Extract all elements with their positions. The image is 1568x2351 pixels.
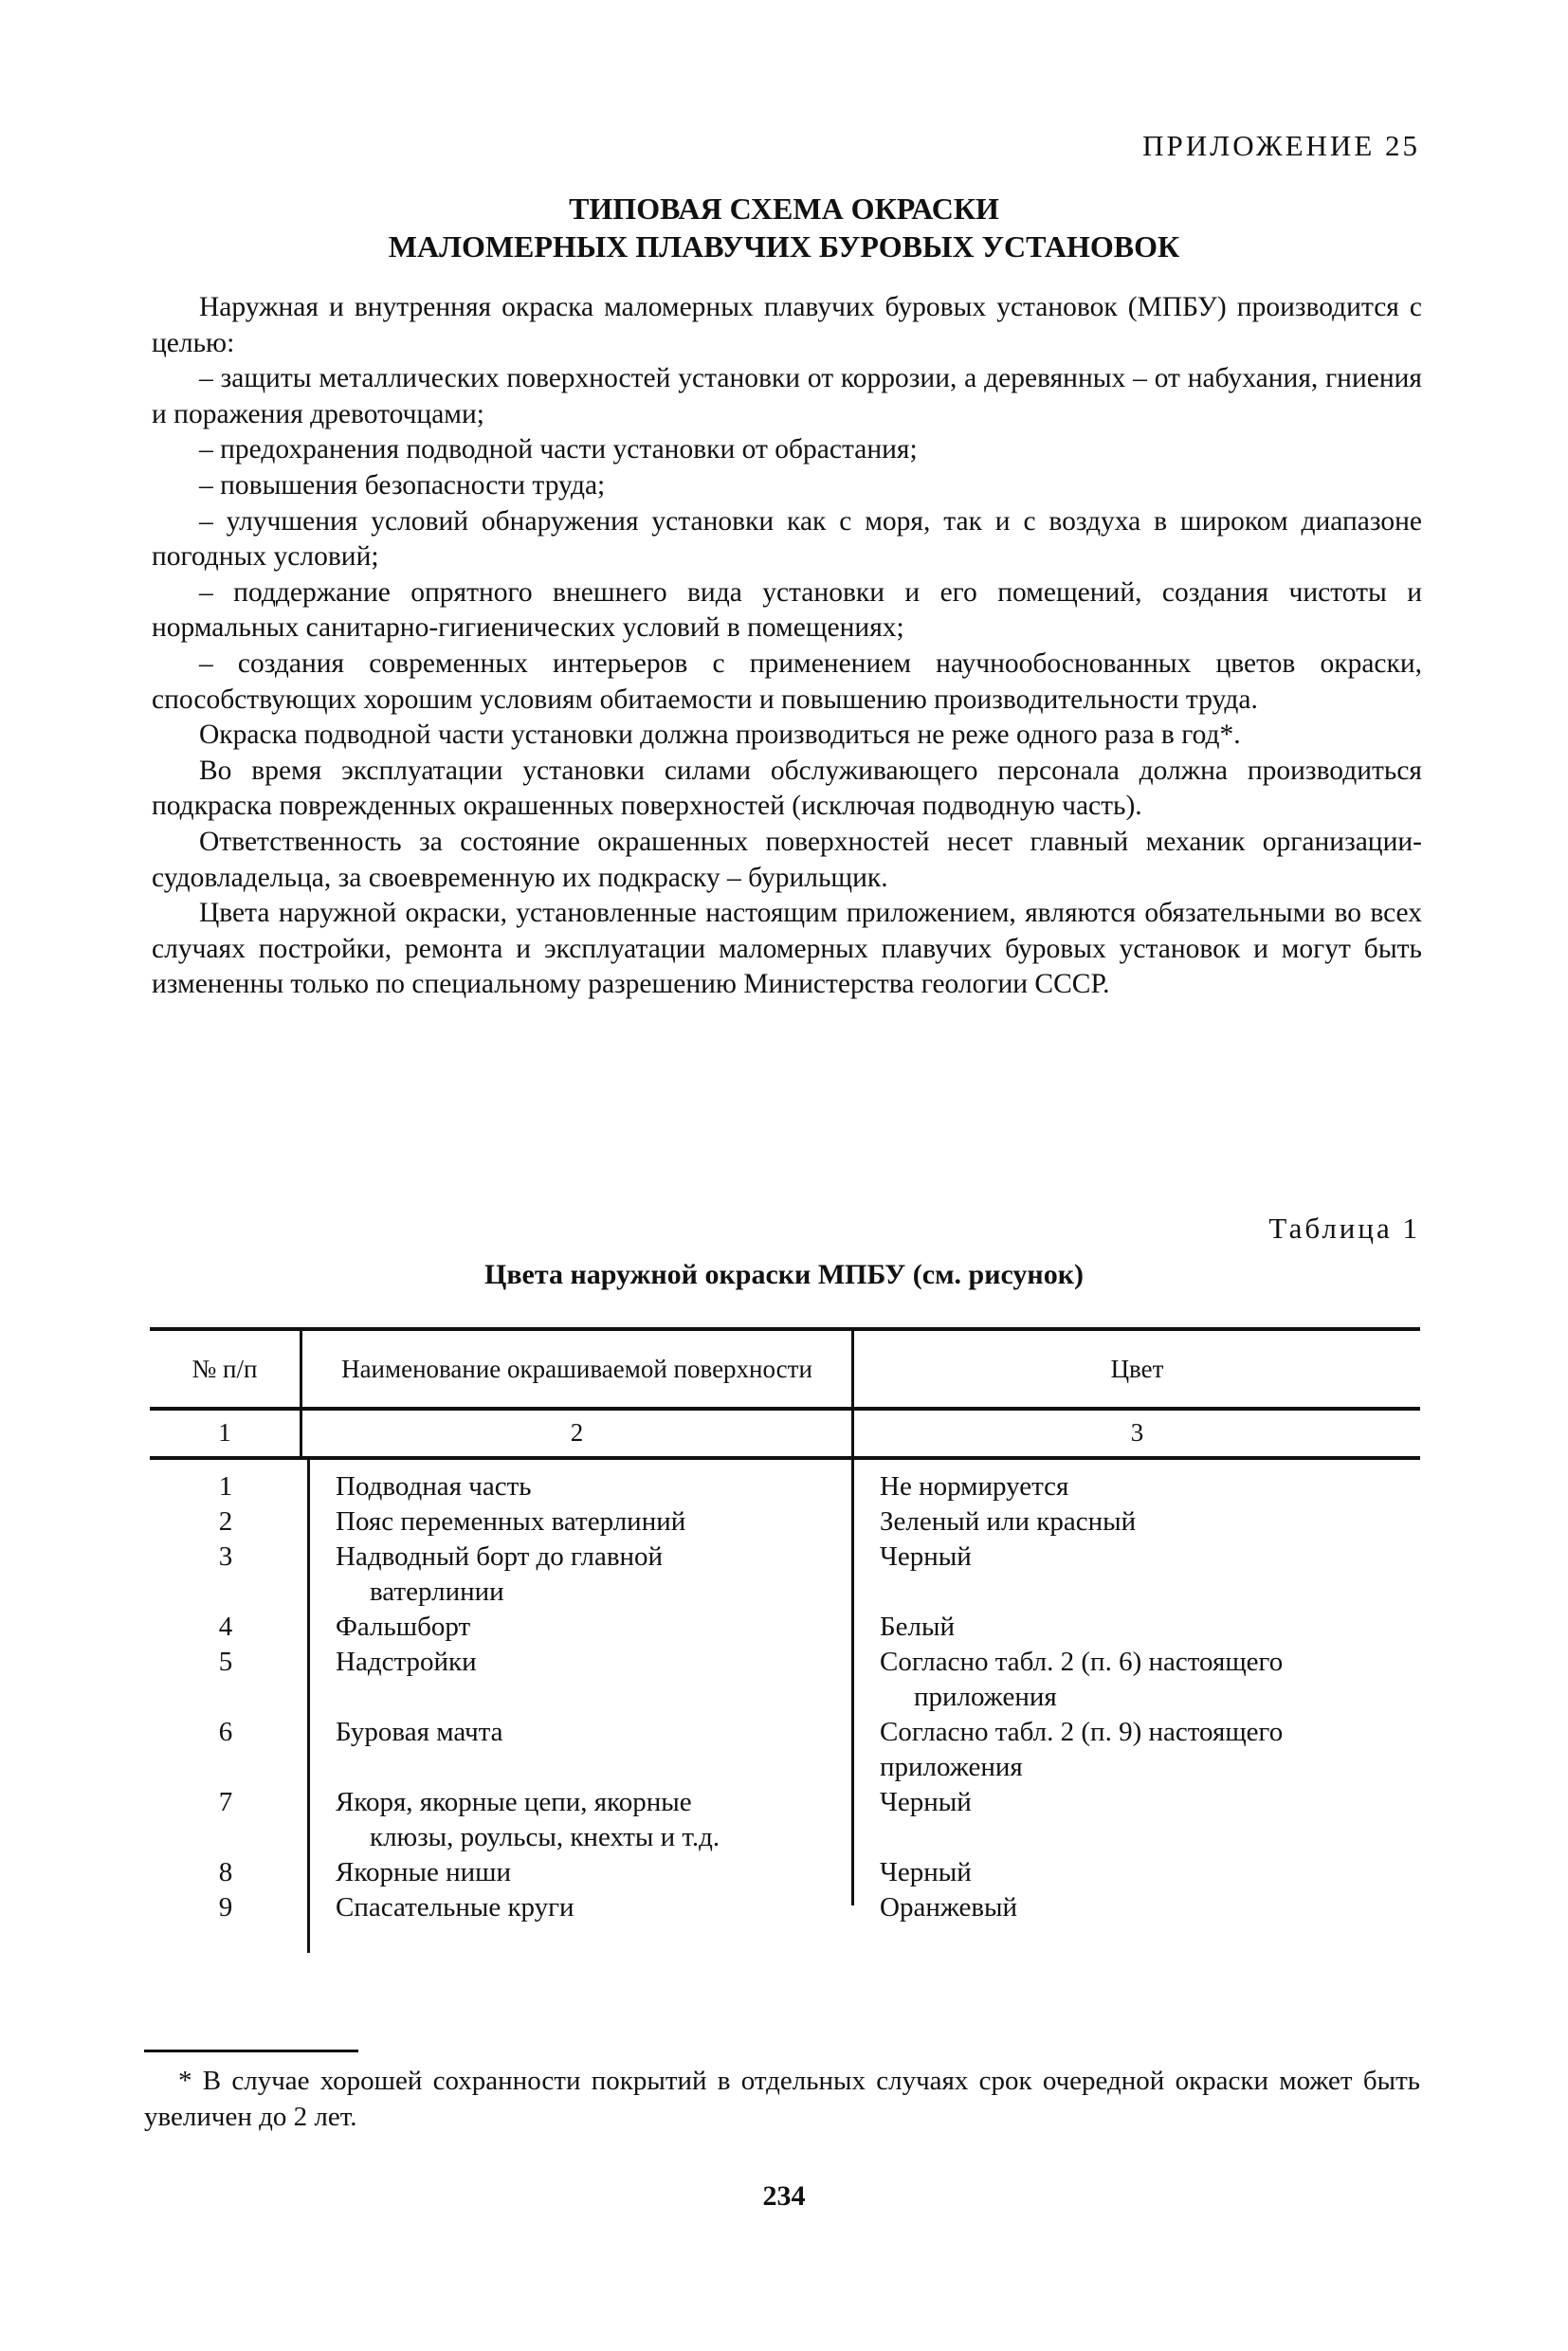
table-row xyxy=(150,1715,1420,1785)
colors-table xyxy=(150,1327,1420,1953)
title-line-1: ТИПОВАЯ СХЕМА ОКРАСКИ xyxy=(569,191,999,226)
row-surface-continuation: клюзы, роульсы, кнехты и т.д. xyxy=(370,1822,720,1852)
row-surface: Пояс переменных ватерлиний xyxy=(336,1506,686,1537)
column-number-2: 2 xyxy=(570,1418,584,1447)
row-color-continuation: приложения xyxy=(914,1682,1057,1712)
column-number-3: 3 xyxy=(1130,1418,1144,1447)
footnote xyxy=(144,2063,1420,2135)
table-title: Цвета наружной окраски МПБУ (см. рисунок) xyxy=(484,1259,1084,1290)
goal-item: – предохранения подводной части установки от обрастания; xyxy=(199,434,918,465)
row-color-line: Согласно табл. 2 (п. 6) настоящего xyxy=(880,1647,1284,1677)
row-number: 5 xyxy=(218,1647,233,1677)
page-number: 234 xyxy=(762,2180,806,2212)
column-number-1: 1 xyxy=(218,1418,231,1447)
page-title xyxy=(0,190,1568,265)
row-surface: Надстройки xyxy=(336,1647,477,1677)
row-surface: Фальшборт xyxy=(336,1612,471,1642)
row-number: 1 xyxy=(218,1471,233,1502)
header-color: Цвет xyxy=(1110,1355,1164,1383)
intro-paragraph: Наружная и внутренняя окраска маломерных плавучих буровых установок (МПБУ) производится с целью: xyxy=(152,292,1422,358)
row-color: Черный xyxy=(880,1541,972,1572)
underwater-paragraph: Окраска подводной части установки должна производиться не реже одного раза в год*. xyxy=(199,720,1241,751)
row-number: 9 xyxy=(218,1892,233,1923)
row-number: 3 xyxy=(218,1541,233,1572)
row-color-line: Согласно табл. 2 (п. 9) настоящего xyxy=(880,1717,1284,1747)
row-color xyxy=(848,1645,1420,1715)
row-surface xyxy=(301,1540,848,1610)
row-color: Не нормируется xyxy=(880,1471,1069,1502)
row-color: Зеленый или красный xyxy=(880,1506,1137,1537)
row-surface-continuation: ватерлинии xyxy=(370,1576,504,1607)
colors-paragraph: Цвета наружной окраски, установленные настоящим приложением, являются обязательными во всех случаях постройки, ремонта и эксплуатации маломерных плавучих буровых установок и могут быть измененны только по специальному разрешению Министерства геологии СССР. xyxy=(152,898,1422,1000)
goal-item: – улучшения условий обнаружения установки как с моря, так и с воздуха в широком диапазоне погодных условий; xyxy=(152,505,1422,573)
row-surface: Якорные ниши xyxy=(336,1857,511,1887)
table-number-rule xyxy=(150,1456,1420,1460)
footnote-text: * В случае хорошей сохранности покрытий в отдельных случаях срок очередной окраски может быть увеличен до 2 лет. xyxy=(144,2066,1420,2132)
row-color-continuation: приложения xyxy=(880,1752,1023,1782)
goal-item: – поддержание опрятного внешнего вида установки и его помещений, создания чистоты и нормальных санитарно-гигиенических условий в помещениях; xyxy=(152,576,1422,644)
row-color: Черный xyxy=(880,1857,972,1887)
table-row xyxy=(150,1890,1420,1925)
appendix-label: ПРИЛОЖЕНИЕ 25 xyxy=(1142,129,1420,162)
row-number: 2 xyxy=(218,1506,233,1537)
table-row xyxy=(150,1504,1420,1540)
table-row xyxy=(150,1469,1420,1504)
responsibility-paragraph: Ответственность за состояние окрашенных поверхностей несет главный механик организации-судовладельца, за своевременную их подкраску – бурильщик. xyxy=(152,826,1422,893)
table-row xyxy=(150,1855,1420,1890)
row-number: 7 xyxy=(218,1787,233,1817)
footnote-divider xyxy=(144,2050,358,2052)
row-color: Белый xyxy=(880,1612,955,1642)
row-surface: Буровая мачта xyxy=(336,1717,503,1747)
row-color xyxy=(848,1715,1420,1785)
table-body xyxy=(150,1469,1420,1925)
row-number: 8 xyxy=(218,1857,233,1887)
title-line-2: МАЛОМЕРНЫХ ПЛАВУЧИХ БУРОВЫХ УСТАНОВОК xyxy=(388,229,1180,264)
table-header-rule xyxy=(150,1407,1420,1411)
row-color: Черный xyxy=(880,1787,972,1817)
table-row xyxy=(150,1785,1420,1855)
goal-item: – повышения безопасности труда; xyxy=(199,469,606,501)
table-row xyxy=(150,1645,1420,1715)
header-surface: Наименование окрашиваемой поверхности xyxy=(341,1355,812,1383)
body-text xyxy=(152,290,1422,1003)
row-color: Оранжевый xyxy=(880,1892,1018,1923)
row-surface: Подводная часть xyxy=(336,1471,532,1502)
table-row xyxy=(150,1610,1420,1645)
header-number: № п/п xyxy=(191,1355,258,1383)
row-number: 4 xyxy=(218,1612,233,1642)
row-surface xyxy=(301,1785,848,1855)
goal-item: – защиты металлических поверхностей установки от коррозии, а деревянных – от набухания, гниения и поражения древоточцами; xyxy=(152,363,1422,429)
goal-item: – создания современных интерьеров с применением научнообоснованных цветов окраски, способствующих хорошим условиям обитаемости и повышению производительности труда. xyxy=(152,647,1422,715)
row-surface-line: Якоря, якорные цепи, якорные xyxy=(336,1787,692,1817)
table-row xyxy=(150,1540,1420,1610)
row-surface-line: Надводный борт до главной xyxy=(336,1541,664,1572)
row-surface: Спасательные круги xyxy=(336,1892,574,1923)
operation-paragraph: Во время эксплуатации установки силами обслуживающего персонала должна производиться подкраска поврежденных окрашенных поверхностей (исключая подводную часть). xyxy=(152,755,1422,822)
row-number: 6 xyxy=(218,1717,233,1747)
table-label: Таблица 1 xyxy=(1268,1212,1420,1245)
